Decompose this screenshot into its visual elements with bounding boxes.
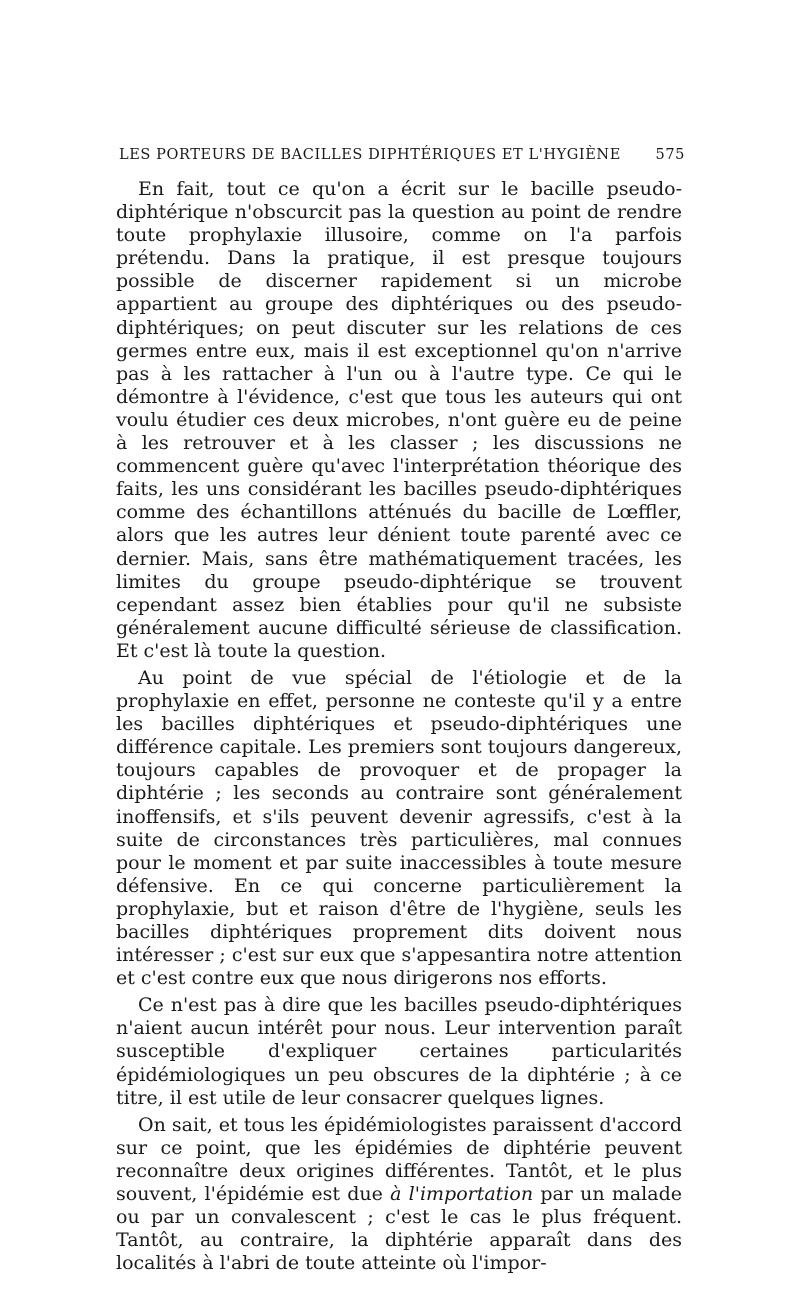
paragraph: Au point de vue spécial de l'étiologie et de la prophylaxie en effet, personne ne conteste qu'il y a entre les bacilles diphtériques et pseudo-diphtériques une différence capitale. Les premiers sont toujours dangereux, toujours capables de provoquer et de propager la diphtérie ; les seconds au contraire sont généralement inoffensifs, et s'ils peuvent devenir agressifs, c'est à la suite de circonstances très particulières, mal connues pour le moment et par suite inaccessibles à toute mesure défensive. En ce qui concerne particulièrement la prophylaxie, but et raison d'être de l'hygiène, seuls les bacilles diphtériques proprement dits doivent nous intéresser ; c'est sur eux que s'appesantira notre attention et c'est contre eux que nous dirigerons nos efforts. <box>116 666 682 990</box>
paragraph-text: On sait, et tous les épidémiologistes paraissent d'accord sur ce point, que les épidémies de diphtérie peuvent reconnaître deux origines différentes. Tantôt, et le plus souvent, l'épidémie est due <box>116 1113 682 1206</box>
paragraph-text: par un malade ou par un convalescent ; c'est le cas le plus fréquent. Tantôt, au contraire, la diphtérie apparaît dans des localités à l'abri de toute atteinte où l'impor- <box>116 1183 682 1275</box>
body-text <box>116 178 682 1275</box>
running-title: LES PORTEURS DE BACILLES DIPHTÉRIQUES ET L'HYGIÈNE <box>119 147 621 163</box>
page-number: 575 <box>655 147 685 163</box>
italic-phrase: à l'importation <box>390 1183 534 1206</box>
paragraph: En fait, tout ce qu'on a écrit sur le bacille pseudo-diphtérique n'obscurcit pas la question au point de rendre toute prophylaxie illusoire, comme on l'a parfois prétendu. Dans la pratique, il est presque toujours possible de discerner rapidement si un microbe appartient au groupe des diphtériques ou des pseudo-diphtériques; on peut discuter sur les relations de ces germes entre eux, mais il est exceptionnel qu'on n'arrive pas à les rattacher à l'un ou à l'autre type. Ce qui le démontre à l'évidence, c'est que tous les auteurs qui ont voulu étudier ces deux microbes, n'ont guère eu de peine à les retrouver et à les classer ; les discussions ne commencent guère qu'avec l'interprétation théorique des faits, les uns considérant les bacilles pseudo-diphtériques comme des échantillons atténués du bacille de Lœffler, alors que les autres leur dénient toute parenté avec ce dernier. Mais, sans être mathématiquement tracées, les limites du groupe pseudo-diphtérique se trouvent cependant assez bien établies pour qu'il ne subsiste généralement aucune difficulté sérieuse de classification. Et c'est là toute la question. <box>116 178 682 662</box>
paragraph: Ce n'est pas à dire que les bacilles pseudo-diphtériques n'aient aucun intérêt pour nous. Leur intervention paraît susceptible d'expliquer certaines particularités épidémiologiques un peu obscures de la diphtérie ; à ce titre, il est utile de leur consacrer quelques lignes. <box>116 994 682 1109</box>
paragraph <box>116 1114 682 1276</box>
